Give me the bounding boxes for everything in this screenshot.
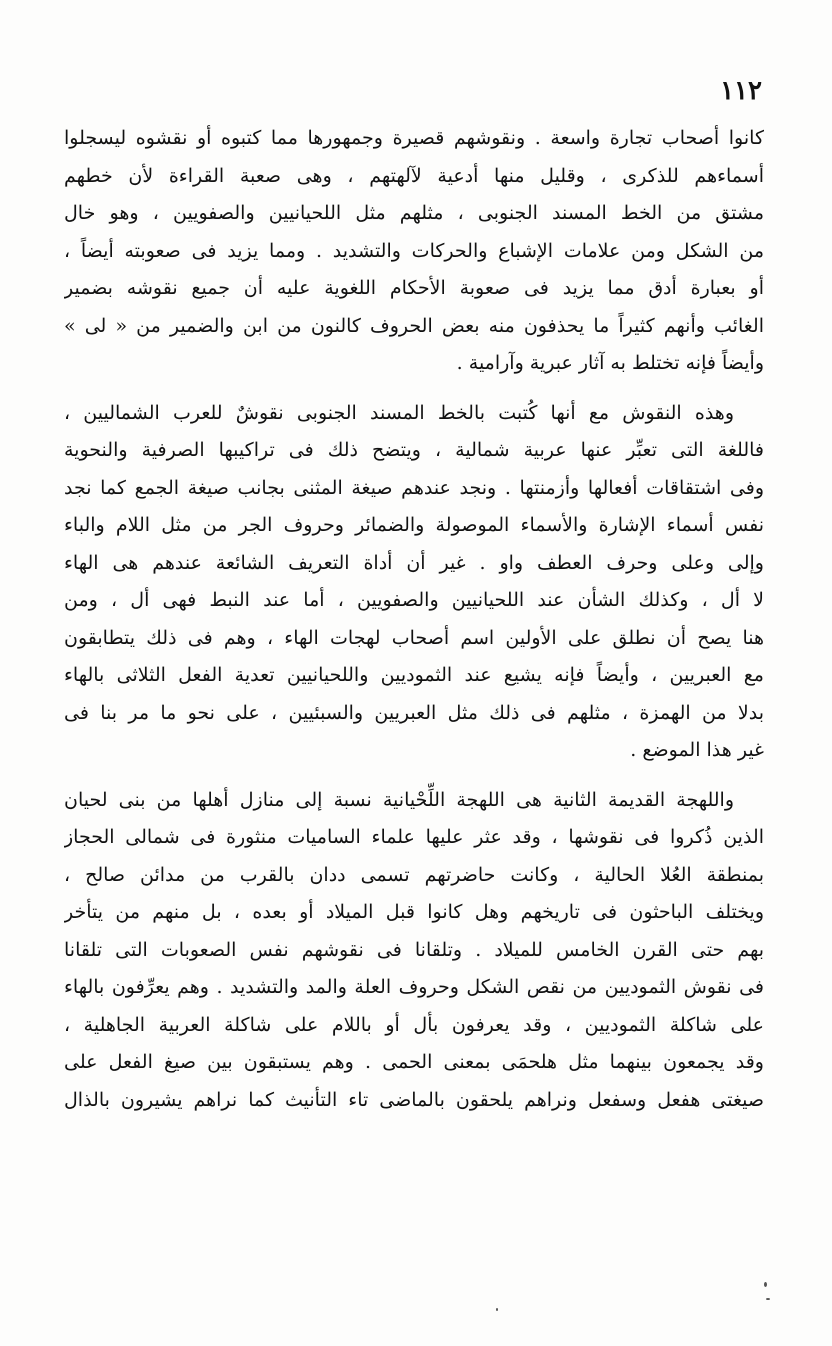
text-line: بدلا من الهمزة ، مثلهم فى ذلك مثل العبريين والسبئيين ، على نحو ما مر بنا فى: [64, 701, 764, 724]
text-line: لا أل ، وكذلك الشأن عند اللحيانيين والصفويين ، أما عند النبط فهى أل ، ومن: [64, 589, 764, 611]
text-line: غير هذا الموضع .: [630, 739, 764, 761]
text-line: فاللغة التى تعبِّر عنها عربية شمالية ، ويتضح ذلك فى تراكيبها الصرفية والنحوية: [64, 439, 764, 461]
text-line: فى نقوش الثموديين من نقص الشكل وحروف العلة والمد والتشديد . وهم يعرِّفون بالهاء: [64, 976, 764, 998]
text-line: الذين ذُكروا فى نقوشها ، وقد عثر عليها علماء الساميات منثورة فى شمالى الحجاز: [64, 826, 764, 848]
text-line: كانوا أصحاب تجارة واسعة . ونقوشهم قصيرة وجمهورها مما كتبوه أو نقشوه ليسجلوا: [64, 127, 764, 149]
text-line: أو بعبارة أدق مما يزيد فى صعوبة الأحكام اللغوية عليه أن جميع نقوشه بضمير: [64, 277, 764, 299]
text-line: بهم حتى القرن الخامس للميلاد . وتلقانا فى نقوشهم نفس الصعوبات التى تلقانا: [64, 938, 764, 961]
text-line: من الشكل ومن علامات الإشباع والحركات والتشديد . ومما يزيد فى صعوبته أيضاً ،: [64, 239, 764, 262]
text-line: وهذه النقوش مع أنها كُتبت بالخط المسند الجنوبى نقوشٌ للعرب الشماليين ،: [64, 401, 734, 424]
text-line: نفس أسماء الإشارة والأسماء الموصولة والضمائر وحروف الجر من مثل اللام والباء: [64, 514, 764, 536]
text-line: ويختلف الباحثون فى تاريخهم وهل كانوا قبل الميلاد أو بعده ، بل منهم من يتأخر: [64, 901, 764, 923]
text-line: بمنطقة العُلا الحالية ، وكانت حاضرتهم تسمى ددان بالقرب من مدائن صالح ،: [64, 863, 764, 886]
page-number: ١١٢: [720, 76, 762, 106]
text-line: واللهجة القديمة الثانية هى اللهجة اللِّحْيانية نسبة إلى منازل أهلها من بنى لحيان: [64, 788, 734, 811]
scan-speck: [496, 1308, 498, 1311]
text-line: هنا يصح أن نطلق على الأولين اسم أصحاب لهجات الهاء ، وهم فى ذلك يتطابقون: [64, 626, 764, 649]
text-line: مشتق من الخط المسند الجنوبى ، مثلهم مثل اللحيانيين والصفويين ، وهو خال: [64, 202, 764, 224]
text-line: صيغتى هفعل وسفعل ونراهم يلحقون بالماضى تاء التأنيث كما نراهم يشيرون بالذال: [64, 1088, 764, 1111]
text-line: أسماءهم للذكرى ، وقليل منها أدعية لآلهتهم ، وهى صعبة القراءة لأن خطهم: [64, 164, 764, 187]
paragraph-1: [64, 120, 764, 383]
scan-speck: [766, 1298, 770, 1300]
paragraph-2: [64, 395, 764, 770]
scan-speck: [764, 1282, 767, 1287]
text-line: على شاكلة الثموديين ، وقد يعرفون بأل أو باللام على شاكلة العربية الجاهلية ،: [64, 1013, 764, 1036]
text-line: وفى اشتقاقات أفعالها وأزمنتها . ونجد عندهم صيغة المثنى بجانب صيغة الجمع كما نجد: [64, 476, 764, 499]
text-line: وإلى وعلى وحرف العطف واو . غير أن أداة التعريف الشائعة عندهم هى الهاء: [64, 551, 764, 574]
body-text: [64, 120, 764, 1131]
paragraph-3: [64, 782, 764, 1120]
text-line: وقد يجمعون بينهما مثل هلحمَى بمعنى الحمى . وهم يستبقون بين صيغ الفعل على: [64, 1051, 764, 1073]
text-line: مع العبريين ، وأيضاً فإنه يشيع عند الثموديين واللحيانيين تعدية الفعل الثلاثى بالهاء: [64, 664, 764, 686]
text-line: الغائب وأنهم كثيراً ما يحذفون منه بعض الحروف كالنون من ابن والضمير من « لى »: [64, 314, 764, 337]
text-line: وأيضاً فإنه تختلط به آثار عبرية وآرامية .: [456, 352, 764, 374]
